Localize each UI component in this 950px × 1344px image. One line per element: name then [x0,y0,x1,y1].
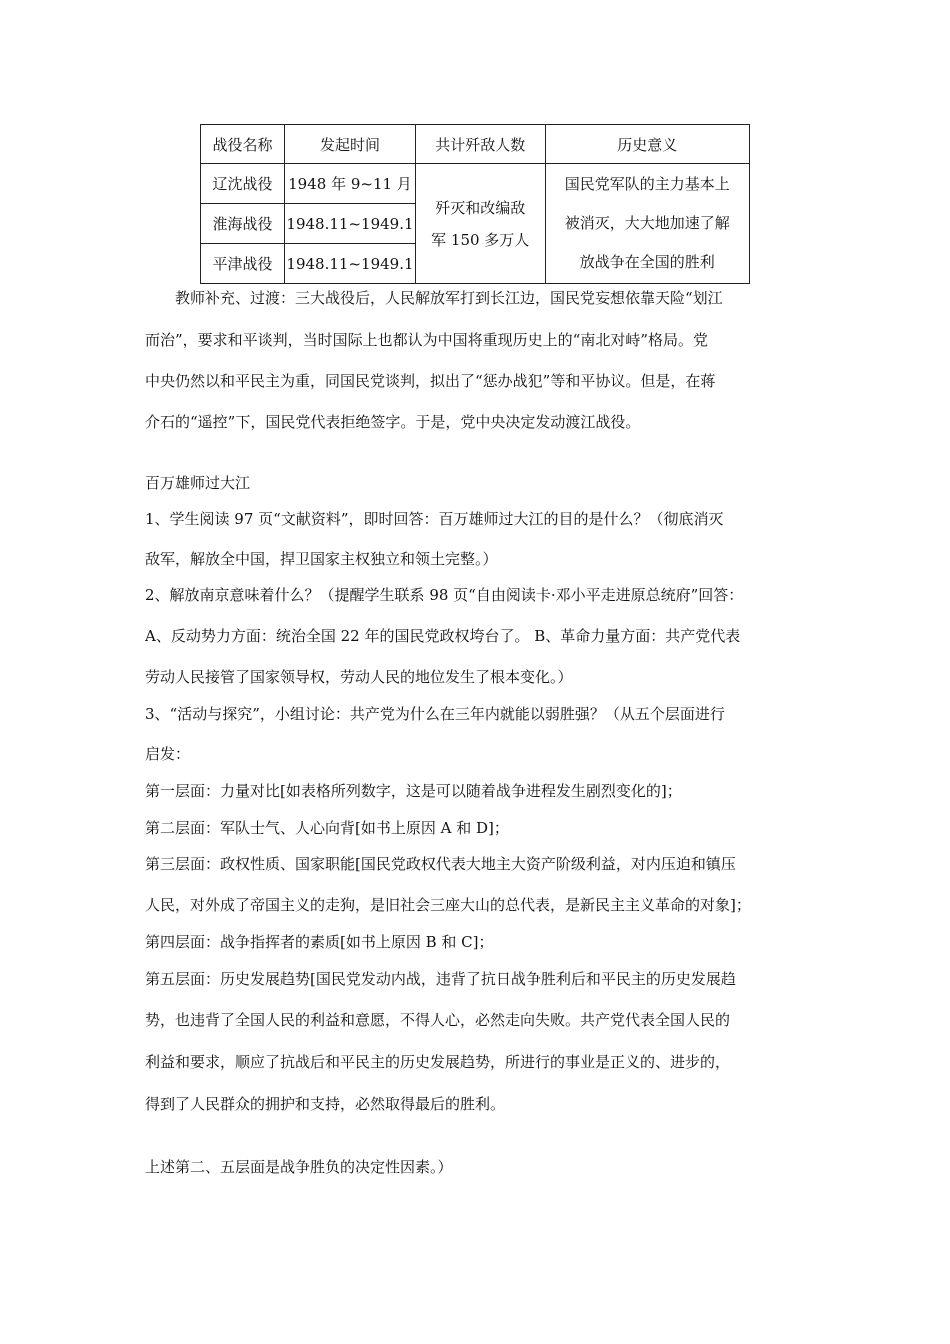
text-line: 3、“活动与探究”，小组讨论：共产党为什么在三年内就能以弱胜强？（从五个层面进行 [145,705,725,723]
enemy-line: 歼灭和改编敌 [435,198,526,217]
text-line: 敌军，解放全中国，捍卫国家主权独立和领土完整。） [145,550,498,568]
battles-table [200,124,750,284]
battle-time: 1948 年 9~11 月 [285,164,416,204]
section-heading: 百万雄师过大江 [145,474,251,492]
text-line: 利益和要求，顺应了抗战后和平民主的历史发展趋势，所进行的事业是正义的、进步的， [145,1053,731,1071]
text-line: 势，也违背了全国人民的利益和意愿，不得人心，必然走向失败。共产党代表全国人民的 [145,1011,731,1029]
text-line: 1、学生阅读 97 页“文献资料”，即时回答：百万雄师过大江的目的是什么？（彻底消灭 [145,510,724,528]
battle-name: 平津战役 [201,244,285,284]
header-battle-name: 战役名称 [201,125,285,164]
text-line: 得到了人民群众的拥护和支持，必然取得最后的胜利。 [145,1095,506,1113]
text-line: 2、解放南京意味着什么？（提醒学生联系 98 页“自由阅读卡·邓小平走进原总统府”回答： [145,586,744,604]
significance-line: 国民党军队的主力基本上 [564,175,730,193]
text-line: 第一层面：力量对比[如表格所列数字，这是可以随着战争进程发生剧烈变化的]； [145,782,682,800]
text-line: 上述第二、五层面是战争胜负的决定性因素。） [145,1158,453,1176]
battle-name: 淮海战役 [201,204,285,244]
text-line: 第二层面：军队士气、人心向背[如书上原因 A 和 D]； [145,819,509,837]
text-line: 而治”，要求和平谈判，当时国际上也都认为中国将重现历史上的“南北对峙”格局。党 [145,331,709,349]
header-significance: 历史意义 [545,125,750,164]
text-line: 教师补充、过渡：三大战役后，人民解放军打到长江边，国民党妄想依靠天险“划江 [145,289,723,307]
significance-line: 放战争在全国的胜利 [579,253,715,271]
table-row [201,164,750,204]
text-line: 第三层面：政权性质、国家职能[国民党政权代表大地主大资产阶级利益，对内压迫和镇压 [145,855,736,873]
text-line: 启发： [145,745,191,763]
significance-cell [545,164,750,284]
enemy-line: 军 150 多万人 [431,230,530,249]
battle-time: 1948.11~1949.1 [285,244,416,284]
text-line: 中央仍然以和平民主为重，同国民党谈判，拟出了“惩办战犯”等和平协议。但是，在蒋 [145,372,716,390]
header-enemy-count: 共计歼敌人数 [415,125,545,164]
significance-line: 被消灭，大大地加速了解 [564,214,730,232]
battle-name: 辽沈战役 [201,164,285,204]
text-line: 介石的“遥控”下，国民党代表拒绝签字。于是，党中央决定发动渡江战役。 [145,413,641,431]
header-start-time: 发起时间 [285,125,416,164]
text-line: 劳动人民接管了国家领导权，劳动人民的地位发生了根本变化。） [145,668,573,686]
enemy-count-cell [415,164,545,284]
table-header-row [201,125,750,164]
battle-time: 1948.11~1949.1 [285,204,416,244]
text-line: A、反动势力方面：统治全国 22 年的国民党政权垮台了。 B、革命力量方面：共产党代表 [145,627,741,645]
text-line: 第四层面：战争指挥者的素质[如书上原因 B 和 C]； [145,933,494,951]
text-line: 人民，对外成了帝国主义的走狗，是旧社会三座大山的总代表，是新民主主义革命的对象]； [145,896,751,914]
text-line: 第五层面：历史发展趋势[国民党发动内战，违背了抗日战争胜利后和平民主的历史发展趋 [145,970,736,988]
